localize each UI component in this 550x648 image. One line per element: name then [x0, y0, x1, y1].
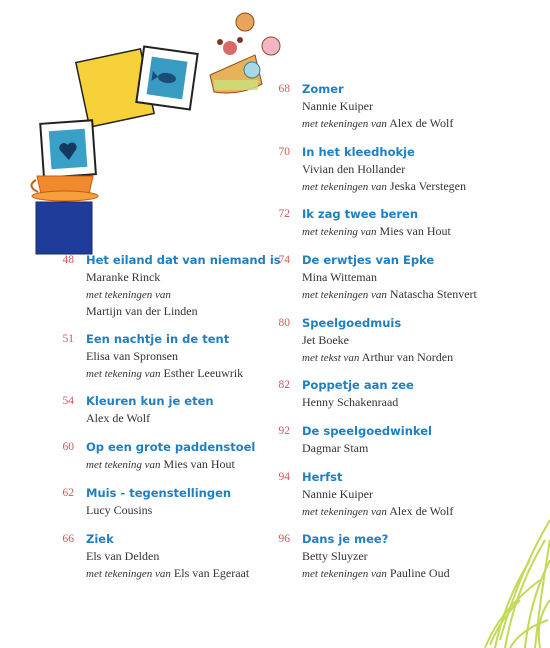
author: Els van Delden: [86, 549, 160, 563]
author: Jet Boeke: [302, 333, 349, 347]
stacked-cup-illustration: [31, 176, 98, 254]
illustrator-line: [86, 366, 243, 381]
toc-title[interactable]: In het kleedhokje: [302, 145, 415, 159]
page-number: 74: [278, 254, 290, 266]
illustrator: Mies van Hout: [379, 224, 451, 238]
illustrator-prefix: met tekeningen van: [86, 568, 171, 580]
page-number: 54: [62, 395, 74, 407]
picture-frame-heart-icon: [40, 120, 96, 177]
illustrator: Martijn van der Linden: [86, 304, 198, 318]
page-number: 94: [278, 471, 290, 483]
author: Vivian den Hollander: [302, 162, 406, 176]
illustrator-line: [86, 457, 235, 472]
illustrator-prefix: met tekst van: [302, 352, 360, 364]
toc-title[interactable]: Poppetje aan zee: [302, 378, 414, 392]
illustrator-line: [86, 287, 171, 302]
page-number: 92: [278, 425, 290, 437]
toc-title[interactable]: Kleuren kun je eten: [86, 394, 214, 408]
author: Betty Sluyzer: [302, 549, 368, 563]
author: Lucy Cousins: [86, 503, 153, 517]
illustrator-line: [302, 287, 477, 302]
page-number: 62: [62, 487, 74, 499]
illustrator-prefix: met tekening van: [302, 226, 377, 238]
illustrator-line: [86, 566, 249, 581]
illustrator-line: [302, 504, 453, 519]
toc-title[interactable]: Een nachtje in de tent: [86, 332, 230, 346]
author: Nannie Kuiper: [302, 487, 373, 501]
illustrator-prefix: met tekening van: [86, 459, 161, 471]
illustrator-line: [302, 566, 450, 581]
illustrator: Esther Leeuwrik: [163, 366, 244, 380]
illustrator: Natascha Stenvert: [389, 287, 477, 301]
toc-title[interactable]: Op een grote paddenstoel: [86, 440, 256, 454]
page-number: 68: [278, 83, 290, 95]
page-number: 66: [62, 533, 74, 545]
toc-title[interactable]: De erwtjes van Epke: [302, 253, 435, 267]
toc-title[interactable]: Ziek: [86, 532, 114, 546]
toc-title[interactable]: Het eiland dat van niemand is: [86, 253, 281, 267]
toc-title[interactable]: Herfst: [302, 470, 343, 484]
page-number: 82: [278, 379, 290, 391]
toc-title[interactable]: Ik zag twee beren: [302, 207, 419, 221]
illustrator-prefix: met tekeningen van: [302, 506, 387, 518]
toc-title[interactable]: Muis - tegenstellingen: [86, 486, 232, 500]
illustrator: Els van Egeraat: [173, 566, 250, 580]
author: Maranke Rinck: [86, 270, 161, 284]
illustrator: Arthur van Norden: [361, 350, 454, 364]
illustrator: Mies van Hout: [163, 457, 235, 471]
illustrator-prefix: met tekeningen van: [302, 118, 387, 130]
page-number: 51: [62, 333, 74, 345]
grass-illustration: [485, 520, 550, 648]
page-number: 80: [278, 317, 290, 329]
page-number: 72: [278, 208, 290, 220]
illustrator-prefix: met tekening van: [86, 368, 161, 380]
toc-title[interactable]: De speelgoedwinkel: [302, 424, 432, 438]
cake-slice-illustration: [210, 13, 280, 93]
illustrator-prefix: met tekeningen van: [302, 181, 387, 193]
illustrator: Jeska Verstegen: [389, 179, 466, 193]
illustrator: Alex de Wolf: [389, 116, 454, 130]
author: Dagmar Stam: [302, 441, 369, 455]
illustrator-prefix: met tekeningen van: [302, 568, 387, 580]
author: Henny Schakenraad: [302, 395, 399, 409]
illustrator-line: [302, 224, 451, 239]
illustrator-line: [302, 350, 453, 365]
page-number: 48: [62, 254, 74, 266]
author: Mina Witteman: [302, 270, 377, 284]
illustrator-line: [302, 179, 466, 194]
toc-title[interactable]: Zomer: [302, 82, 344, 96]
illustrator: Pauline Oud: [389, 566, 450, 580]
illustrator-prefix: met tekeningen van: [86, 289, 171, 301]
picture-frame-fish-icon: [136, 47, 197, 110]
author: Elisa van Spronsen: [86, 349, 178, 363]
page-number: 96: [278, 533, 290, 545]
illustrator: Alex de Wolf: [389, 504, 454, 518]
author: Alex de Wolf: [86, 411, 151, 425]
author: Nannie Kuiper: [302, 99, 373, 113]
illustrator-line: [302, 116, 453, 131]
toc-title[interactable]: Dans je mee?: [302, 532, 389, 546]
page-number: 70: [278, 146, 290, 158]
toc-title[interactable]: Speelgoedmuis: [302, 316, 402, 330]
page-number: 60: [62, 441, 74, 453]
illustrator-prefix: met tekeningen van: [302, 289, 387, 301]
